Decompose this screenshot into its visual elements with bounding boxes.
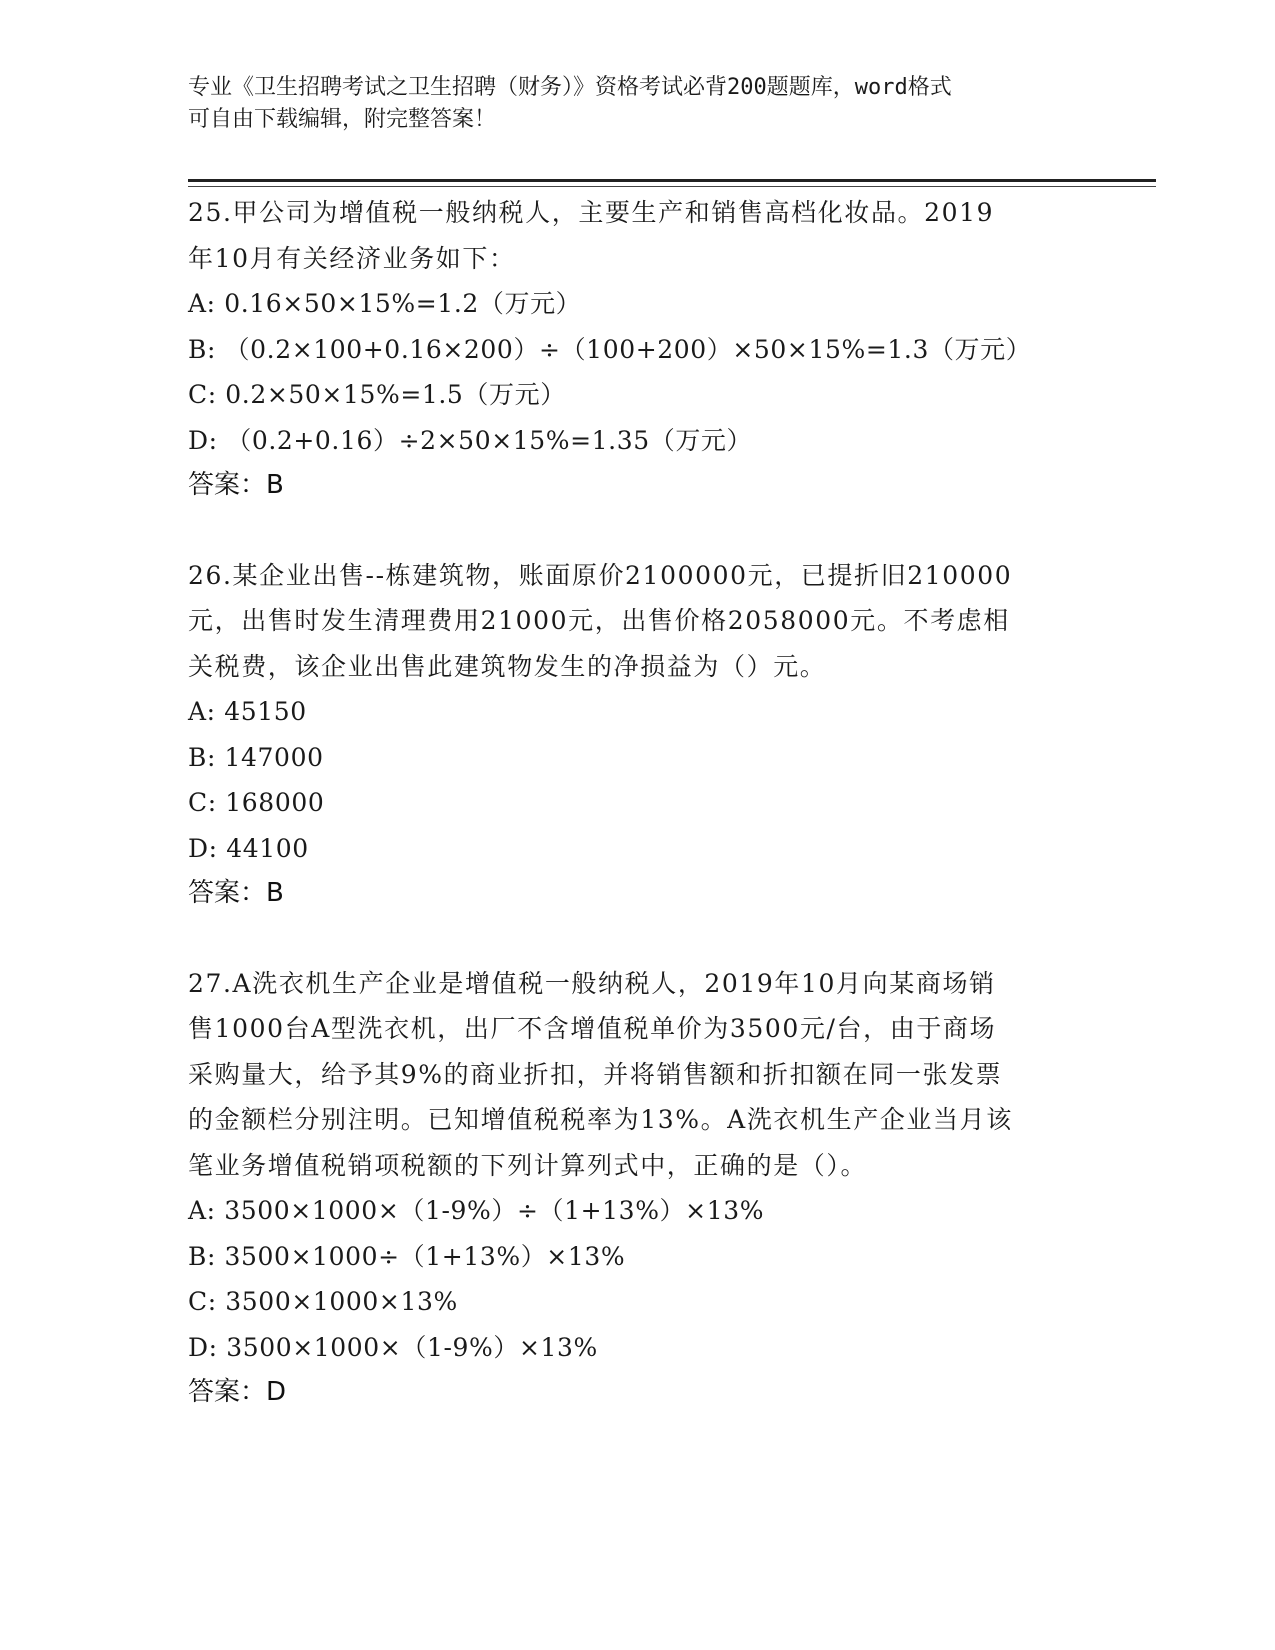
option-a: A: 3500×1000×（1-9%）÷（1+13%）×13% xyxy=(188,1196,765,1225)
option-b: B: （0.2×100+0.16×200）÷（100+200）×50×15%=1.3（万元） xyxy=(188,334,1032,364)
question-stem xyxy=(188,961,1088,1189)
stem-line: 26.某企业出售--栋建筑物，账面原价2100000元，已提折旧210000 xyxy=(188,560,1013,590)
question-stem xyxy=(188,190,1088,281)
option-b: B: 147000 xyxy=(188,742,324,772)
answer-line: 答案：B xyxy=(188,470,284,500)
stem-line: 27.A洗衣机生产企业是增值税一般纳税人，2019年10月向某商场销 xyxy=(188,968,996,998)
stem-line: 售1000台A型洗衣机，出厂不含增值税单价为3500元/台，由于商场 xyxy=(188,1014,997,1043)
header-divider-thin xyxy=(188,186,1156,187)
stem-line: 关税费，该企业出售此建筑物发生的净损益为（）元。 xyxy=(188,651,827,681)
stem-line: 的金额栏分别注明。已知增值税税率为13%。A洗衣机生产企业当月该 xyxy=(188,1105,1013,1134)
question-list xyxy=(188,190,1088,1416)
header-title-line-1: 专业《卫生招聘考试之卫生招聘（财务）》资格考试必背200题题库，word格式 xyxy=(188,75,952,100)
option-d: D: （0.2+0.16）÷2×50×15%=1.35（万元） xyxy=(188,425,753,455)
option-b: B: 3500×1000÷（1+13%）×13% xyxy=(188,1241,626,1271)
header-title-line-2: 可自由下载编辑，附完整答案！ xyxy=(188,107,497,132)
question-stem xyxy=(188,553,1088,690)
stem-line: 25.甲公司为增值税一般纳税人，主要生产和销售高档化妆品。2019 xyxy=(188,198,995,227)
option-c: C: 0.2×50×15%=1.5（万元） xyxy=(188,380,566,409)
stem-line: 元，出售时发生清理费用21000元，出售价格2058000元。不考虑相 xyxy=(188,606,1010,635)
answer-line: 答案：D xyxy=(188,1377,287,1407)
answer-line: 答案：B xyxy=(188,878,284,908)
question-26 xyxy=(188,553,1088,917)
option-a: A: 45150 xyxy=(188,697,307,726)
question-spacer xyxy=(188,917,1088,961)
document-header xyxy=(188,72,1088,136)
option-d: D: 3500×1000×（1-9%）×13% xyxy=(188,1332,598,1362)
option-a: A: 0.16×50×15%=1.2（万元） xyxy=(188,289,582,318)
stem-line: 年10月有关经济业务如下： xyxy=(188,243,516,273)
question-spacer xyxy=(188,509,1088,553)
option-c: C: 168000 xyxy=(188,788,325,817)
question-27 xyxy=(188,961,1088,1416)
header-divider-thick xyxy=(188,179,1156,182)
stem-line: 采购量大，给予其9%的商业折扣，并将销售额和折扣额在同一张发票 xyxy=(188,1059,1003,1089)
option-d: D: 44100 xyxy=(188,833,309,863)
stem-line: 笔业务增值税销项税额的下列计算列式中，正确的是（）。 xyxy=(188,1150,868,1180)
option-c: C: 3500×1000×13% xyxy=(188,1287,458,1316)
question-25 xyxy=(188,190,1088,509)
